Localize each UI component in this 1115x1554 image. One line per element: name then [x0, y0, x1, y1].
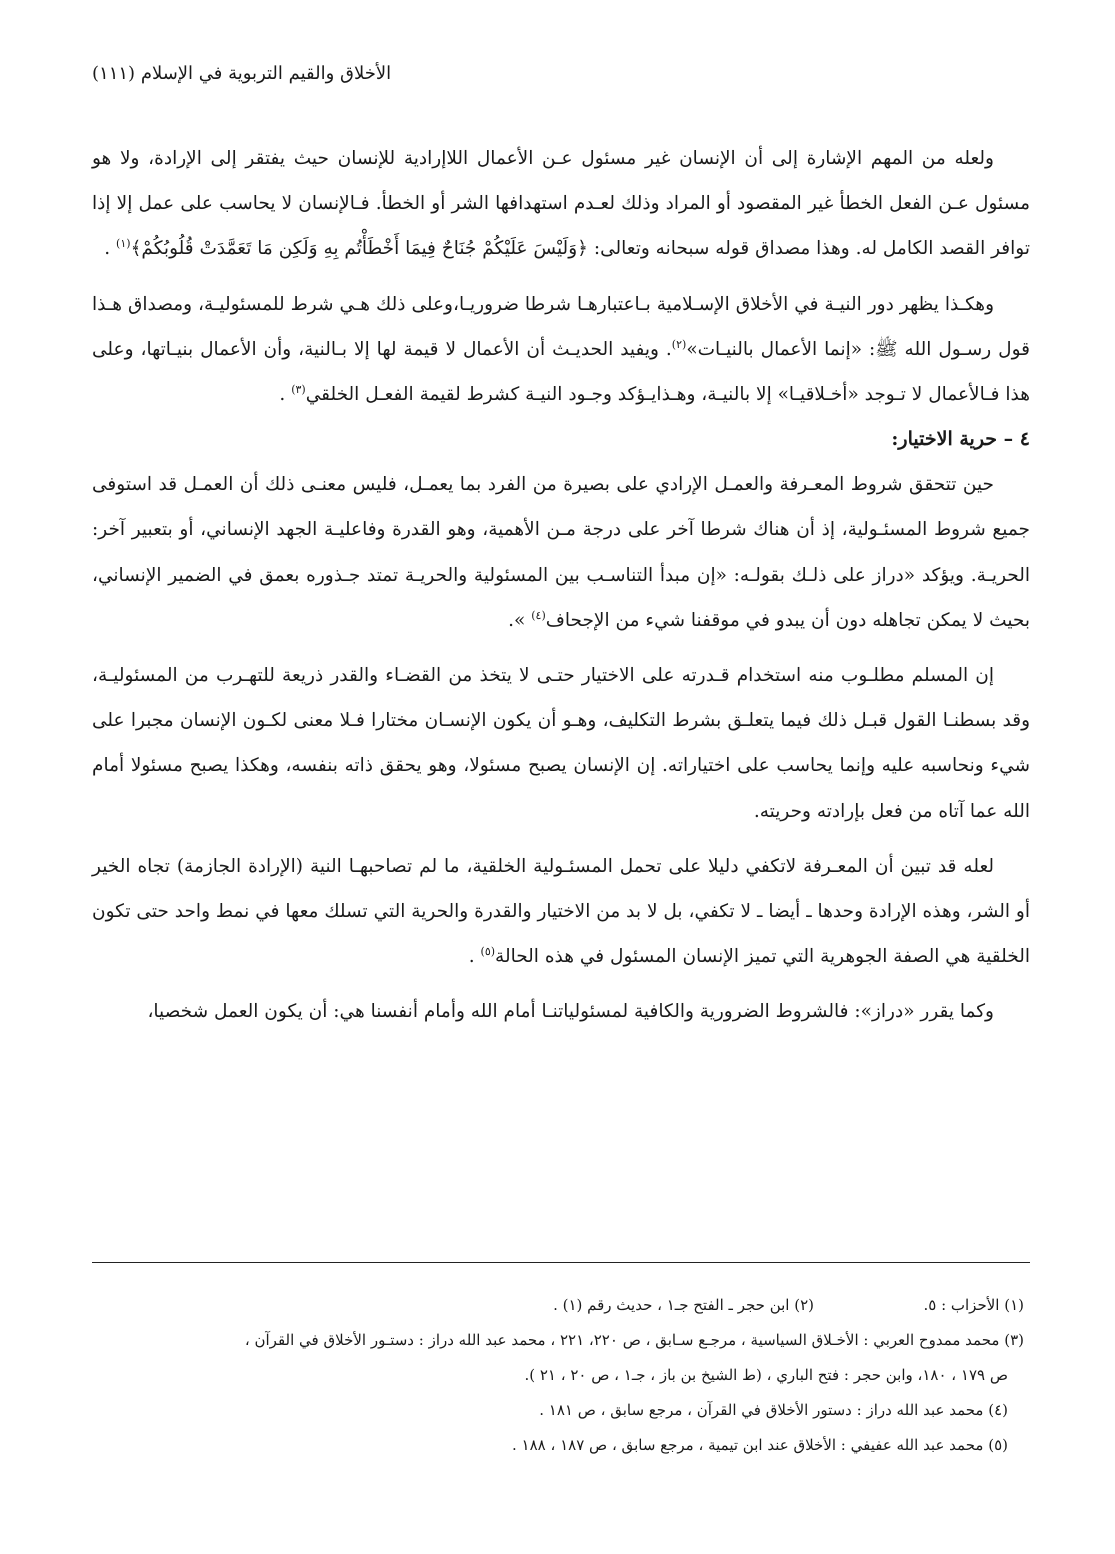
footnote-ref-4: (٤)	[531, 608, 546, 622]
footnote-ref-1: (١)	[116, 237, 131, 251]
main-text	[92, 136, 1030, 1035]
footnote-ref-3: (٣)	[291, 382, 306, 396]
paragraph-3-text: حين تتحقق شروط المعـرفة والعمـل الإرادي على بصيرة من الفرد بما يعمـل، فليس معنـى ذلك أن العمـل قد استوفى جميع شروط المسئـولية، إذ أن هناك شرطا آخر على درجة مـن الأهمية، وهو القدرة وفاعليـة الجهد الإنساني، أو بتعبير آخر: الحريـة. ويؤكد «دراز على ذلـك بقولـه: «إن مبدأ التناسـب بين المسئولية والحريـة تمتد جـذوره بعمق في الضمير الإنساني، بحيث لا يمكن تجاهله دون أن يبدو في موقفنا شيء من الإجحاف	[92, 474, 1030, 631]
paragraph-5-text: لعله قد تبين أن المعـرفة لاتكفي دليلا على تحمل المسئـولية الخلقية، ما لم تصاحبهـا النية (الإرادة الجازمة) تجاه الخير أو الشر، وهذه الإرادة وحدها ـ أيضا ـ لا تكفي، بل لا بد من الاختيار والقدرة والحرية التي تسلك معها في نمط واحد حتى تكون الخلقية هي الصفة الجوهرية التي تميز الإنسان المسئول في هذه الحالة	[92, 855, 1030, 968]
footnotes	[92, 1288, 1030, 1463]
footnote-5: (٥) محمد عبد الله عفيفي : الأخلاق عند ابن تيمية ، مرجع سابق ، ص ١٨٧ ، ١٨٨ .	[512, 1436, 1008, 1454]
running-header	[92, 60, 1030, 88]
paragraph-3: حين تتحقق شروط المعـرفة والعمـل الإرادي على بصيرة من الفرد بما يعمـل، فليس معنـى ذلك أن العمـل قد استوفى جميع شروط المسئـولية، إذ أن هناك شرطا آخر على درجة مـن الأهمية، وهو القدرة وفاعليـة الجهد الإنساني، أو بتعبير آخر: الحريـة. ويؤكد «دراز على ذلـك بقولـه: «إن مبدأ التناسـب بين المسئولية والحريـة تمتد جـذوره بعمق في الضمير الإنساني، بحيث لا يمكن تجاهله دون أن يبدو في موقفنا شيء من الإجحاف$^{(٤)}$ ».	[92, 474, 1030, 631]
paragraph-2: وهكـذا يظهر دور النيـة في الأخلاق الإسـلامية بـاعتبارهـا شرطا ضروريـا،وعلى ذلك هـي شرط للمسئوليـة، ومصداق هـذا قول رسـول الله ﷺ: «إنما الأعمال بالنيـات»$^{(٢)}$. ويفيد الحديـث أن الأعمال لا قيمة لها إلا بـالنية، وأن الأعمال بنيـاتها، وعلى هذا فـالأعمال لا تـوجد «أخـلاقيـا» إلا بالنيـة، وهـذايـؤكد وجـود النيـة كشرط لقيمة الفعـل الخلقي$^{(٣)}$ .	[92, 293, 1030, 406]
footnote-divider	[92, 1262, 1030, 1263]
footnote-1: (١) الأحزاب : ٥.	[923, 1296, 1024, 1314]
footnote-4: (٤) محمد عبد الله دراز : دستور الأخلاق في القرآن ، مرجع سابق ، ص ١٨١ .	[539, 1401, 1008, 1419]
quran-verse: ﴿وَلَيْسَ عَلَيْكُمْ جُنَاحٌ فِيمَا أَخْطَأْتُم بِهِ وَلَكِن مَا تَعَمَّدَتْ قُلُوبُكُمْ﴾	[130, 238, 588, 260]
footnote-3: (٣) محمد ممدوح العربي : الأخـلاق السياسية ، مرجـع سـابق ، ص ٢٢٠، ٢٢١ ، محمد عبد الله دراز : دستـور الأخلاق في القرآن ،	[244, 1331, 1024, 1349]
paragraph-1: ولعله من المهم الإشارة إلى أن الإنسان غير مسئول عـن الأعمال اللاإرادية للإنسان حيث يفتقر إلى الإرادة، ولا هو مسئول عـن الفعل الخطأ غير المقصود أو المراد وذلك لعـدم استهدافها الشر أو الخطأ. فـالإنسان لا يحاسب على عمل إلا إذا توافر القصد الكامل له. وهذا مصداق قوله سبحانه وتعالى: ﴿وَلَيْسَ عَلَيْكُمْ جُنَاحٌ فِيمَا أَخْطَأْتُم بِهِ وَلَكِن مَا تَعَمَّدَتْ قُلُوبُكُمْ﴾$^{(١)}$ .	[92, 148, 1030, 260]
footnote-ref-2: (٢)	[671, 337, 687, 351]
section-heading: ٤ – حرية الاختيار:	[891, 428, 1030, 451]
paragraph-2-rest: . ويفيد الحديـث أن الأعمال لا قيمة لها إلا بـالنية، وأن الأعمال بنيـاتها، وعلى هذا فـالأعمال لا تـوجد «أخـلاقيـا» إلا بالنيـة، وهـذايـؤكد وجـود النيـة كشرط لقيمة الفعـل الخلقي	[92, 338, 1030, 406]
header-title: الأخلاق والقيم التربوية في الإسلام	[140, 63, 392, 84]
footnote-ref-5: (٥)	[480, 945, 496, 959]
header-page-number: (١١١)	[92, 63, 136, 84]
paragraph-2-text: وهكـذا يظهر دور النيـة في الأخلاق الإسـلامية بـاعتبارهـا شرطا ضروريـا،وعلى ذلك هـي شرط للمسئوليـة، ومصداق هـذا قول رسـول الله ﷺ: «إنما الأعمال بالنيـات»	[92, 293, 1030, 360]
footnote-2: (٢) ابن حجر ـ الفتح جـ١ ، حديث رقم (١) .	[553, 1296, 814, 1314]
paragraph-6: وكما يقرر «دراز»: فالشروط الضرورية والكافية لمسئولياتنـا أمام الله وأمام أنفسنا هي: أن يكون العمل شخصيا،	[147, 1001, 994, 1023]
paragraph-1-text: ولعله من المهم الإشارة إلى أن الإنسان غير مسئول عـن الأعمال اللاإرادية للإنسان حيث يفتقر إلى الإرادة، ولا هو مسئول عـن الفعل الخطأ غير المقصود أو المراد وذلك لعـدم استهدافها الشر أو الخطأ. فـالإنسان لا يحاسب على عمل إلا إذا توافر القصد الكامل له. وهذا مصداق قوله سبحانه وتعالى:	[92, 148, 1030, 260]
paragraph-5: لعله قد تبين أن المعـرفة لاتكفي دليلا على تحمل المسئـولية الخلقية، ما لم تصاحبهـا النية (الإرادة الجازمة) تجاه الخير أو الشر، وهذه الإرادة وحدها ـ أيضا ـ لا تكفي، بل لا بد من الاختيار والقدرة والحرية التي تسلك معها في نمط واحد حتى تكون الخلقية هي الصفة الجوهرية التي تميز الإنسان المسئول في هذه الحالة$^{(٥)}$ .	[92, 855, 1030, 968]
footnote-row-1-2	[92, 1288, 1030, 1323]
footnote-3-continued: ص ١٧٩ ، ١٨٠، وابن حجر : فتح الباري ، (ط الشيخ بن باز ، جـ١ ، ص ٢٠ ، ٢١ ).	[524, 1366, 1008, 1384]
paragraph-4: إن المسلم مطلـوب منه استخدام قـدرته على الاختيار حتـى لا يتخذ من القضـاء والقدر ذريعة للتهـرب من المسئوليـة، وقد بسطنـا القول قبـل ذلك فيما يتعلـق بشرط التكليف، وهـو أن يكون الإنسـان مختارا فـلا معنى لكـون الإنسان مجبرا على شيء ونحاسبه عليه وإنما يحاسب على اختياراته. إن الإنسان يصبح مسئولا، وهو يحقق ذاته بنفسه، وهكذا يصبح مسئولا أمام الله عما آتاه من فعل بإرادته وحريته.	[92, 665, 1030, 822]
